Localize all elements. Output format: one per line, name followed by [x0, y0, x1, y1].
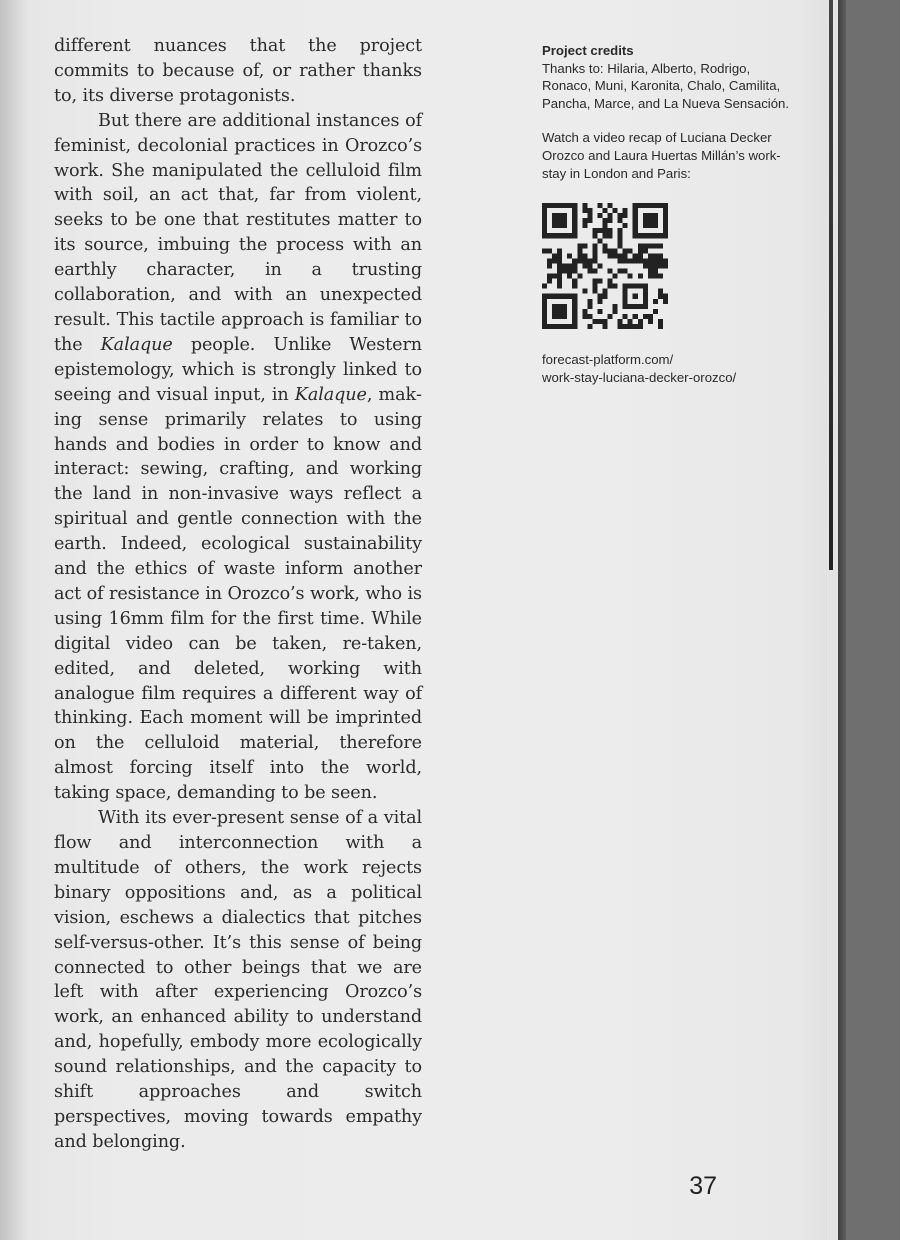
- credits-text: Thanks to: Hilaria, Alberto, Rodrigo, Ronaco, Muni, Karonita, Chalo, Camilita, Pancha, Marce, and La Nueva Sensación.: [542, 60, 790, 111]
- credits-heading: Project credits: [542, 43, 634, 58]
- watch-video-text: Watch a video recap of Luciana Decker Orozco and Laura Huertas Millán’s work-stay in London and Paris:: [542, 130, 781, 181]
- body-paragraph-2-part-b: people. Unlike Western epistemology, which is strongly linked to seeing and visual input, in: [54, 334, 423, 405]
- body-paragraph-3: With its ever-present sense of a vital flow and interconnection with a multitude of others, the work rejects binary oppositions and, as a political vision, eschews a dialectics that pitches self-versus-other. It’s this sense of being connected to other beings that we are left with after experiencing Orozco’s work, an enhanced ability to understand and, hopefully, embody more ecologically sound relationships, and the capacity to shift approaches and switch perspectives, moving towards empathy and belonging.: [54, 808, 422, 1152]
- page-number: 37: [689, 1172, 717, 1200]
- spine-shadow: [838, 0, 846, 1240]
- binding-bar: [829, 0, 833, 570]
- kalaque-term: Kalaque: [100, 334, 173, 355]
- video-link[interactable]: [542, 351, 792, 386]
- body-paragraph-2-part-a: But there are additional instances of feminist, decolonial practices in Orozco’s work. She manipulated the celluloid film with soil, an act that, far from violent, seeks to be one that restitutes matter to its source, imbuing the process with an earthly character, in a trusting collaboration, and with an unexpected result. This tactile approach is familiar to the: [54, 110, 422, 355]
- qr-code-icon[interactable]: [542, 203, 668, 329]
- video-link-line-1: forecast-platform.com/: [542, 352, 674, 368]
- sidebar: [542, 42, 792, 386]
- body-paragraph-1: different nuances that the project commits to because of, or rather thanks to, its diverse protagonists.: [54, 36, 422, 106]
- video-link-line-2: work-stay-luciana-decker-orozco/: [542, 369, 737, 385]
- gutter-shadow: [0, 0, 28, 1240]
- kalaque-term: Kalaque: [294, 384, 367, 405]
- body-paragraph-2-part-c: , making sense primarily relates to using hands and bodies in order to know and interact: sewing, crafting, and working the land in non-invasive ways reflect a spiritual and gentle connection with the earth. Indeed, ecological sustainability and the ethics of waste inform another act of resistance in Orozco’s work, who is using 16mm film for the first time. While digital video can be taken, re-taken, edited, and deleted, working with analogue film requires a different way of thinking. Each moment will be imprinted on the celluloid material, therefore almost forcing itself into the world, taking space, demanding to be seen.: [54, 384, 422, 804]
- body-paragraph-2: [54, 109, 422, 806]
- main-text-column: [54, 34, 422, 1155]
